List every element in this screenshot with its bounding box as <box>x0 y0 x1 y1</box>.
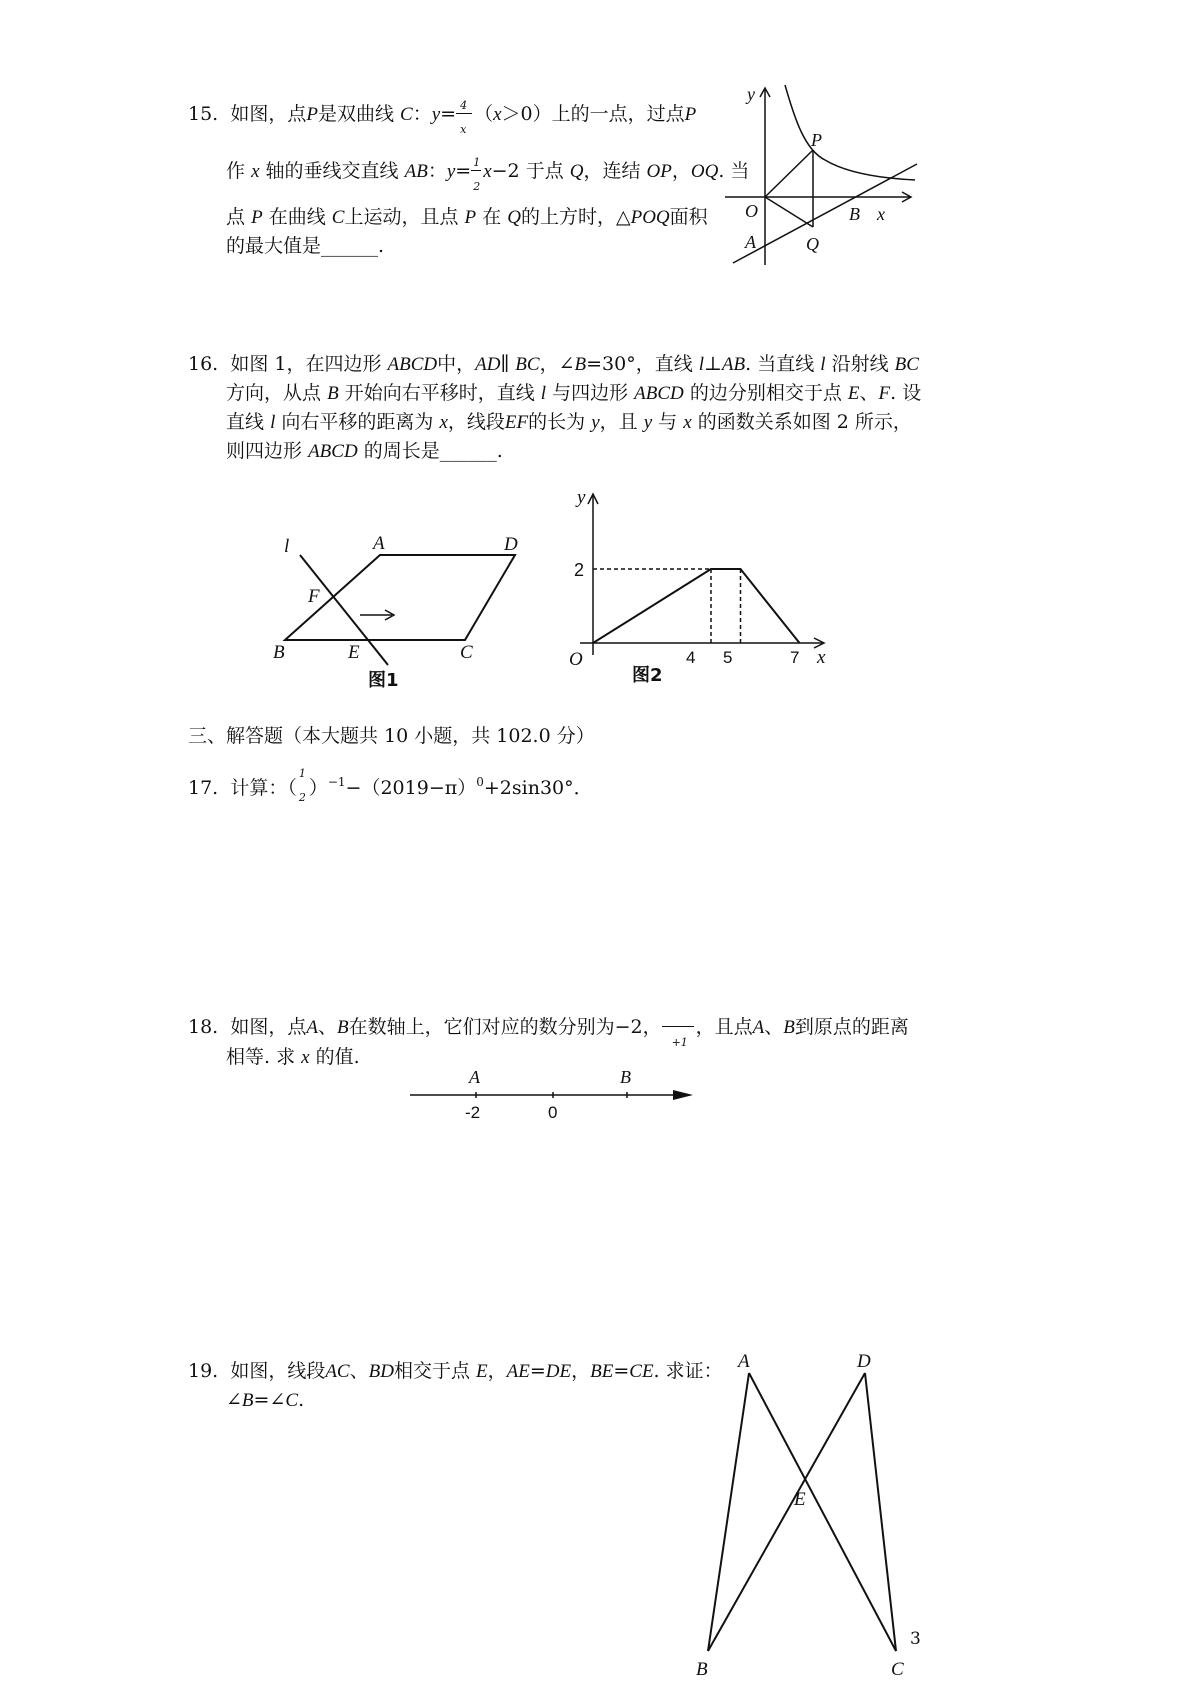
var-ef: EF <box>504 412 529 433</box>
perpendicular-symbol: ⊥ <box>704 353 722 375</box>
exponent: 0 <box>476 775 484 789</box>
denominator: x <box>460 123 467 136</box>
graph-marks <box>593 569 800 643</box>
q17-text: −（2019−π） <box>345 777 477 799</box>
var-ad: AD <box>475 354 501 375</box>
fraction-4-over-x <box>456 99 474 136</box>
q18-text: 、 <box>317 1016 337 1038</box>
label-b: B <box>696 1659 708 1680</box>
var-x: x <box>439 412 448 433</box>
fraction-blank <box>662 1013 696 1049</box>
var-p: P <box>251 207 263 228</box>
var-de: DE <box>545 1361 572 1382</box>
var-op: OP <box>646 161 672 182</box>
var-e: E <box>847 383 860 404</box>
q16-text: . 设 <box>890 382 922 404</box>
q16-line-2 <box>226 379 921 408</box>
q17-text: +2sin30°． <box>483 777 593 799</box>
var-b: B <box>336 1017 349 1038</box>
q15-text: 轴的垂线交直线 <box>265 160 399 182</box>
q16-line-1 <box>188 350 919 379</box>
fraction-1-over-2 <box>297 767 309 804</box>
figure-caption: 图1 <box>368 670 399 691</box>
q19-text: 相交于点 <box>393 1360 470 1382</box>
q15-text: 的最大值是______. <box>226 235 385 257</box>
var-ab: AB <box>721 354 746 375</box>
tick-label-5: 5 <box>723 648 733 667</box>
fraction-1-over-2 <box>471 156 483 193</box>
q18-line-2 <box>226 1043 360 1072</box>
label-p: P <box>811 130 822 150</box>
q15-text: ： <box>427 160 447 182</box>
var-b: B <box>783 1017 795 1038</box>
segment-op <box>765 150 813 197</box>
q16-text: 的长为 <box>528 411 586 433</box>
q16-text: 的周长是______. <box>363 440 503 462</box>
var-y: y <box>591 412 600 433</box>
equals-sign: = <box>253 1389 270 1411</box>
q16-line-4 <box>226 437 503 466</box>
number-line-arrow <box>673 1090 693 1100</box>
label-l: l <box>284 536 290 557</box>
q16-text: 中， <box>437 353 476 375</box>
fraction-bar <box>471 170 481 171</box>
hyperbola-curve <box>785 85 915 180</box>
q15-text: ＞0）上的一点，过点 <box>501 103 685 125</box>
page-number: 3 <box>910 1629 921 1649</box>
var-bc: BC <box>515 354 540 375</box>
var-a: A <box>752 1017 765 1038</box>
label-d: D <box>504 534 518 555</box>
var-l: l <box>698 354 705 375</box>
var-p: P <box>306 104 318 125</box>
q15-line-4 <box>226 232 384 260</box>
label-f: F <box>308 586 320 607</box>
fraction-bar <box>662 1026 694 1027</box>
var-a: A <box>306 1017 318 1038</box>
label-a: A <box>738 1351 750 1372</box>
var-y: y <box>643 412 653 433</box>
q16-text: ，∠ <box>539 353 575 375</box>
q15-text: ， <box>671 160 691 182</box>
var-c: C <box>331 207 345 228</box>
label-q: Q <box>806 234 819 254</box>
q19-text: ， <box>571 1360 591 1382</box>
exponent: −1 <box>327 775 346 789</box>
denominator: 2 <box>473 180 481 193</box>
q15-text: 的上方时，△ <box>520 206 631 228</box>
var-b: B <box>574 354 587 375</box>
line-l <box>300 555 388 665</box>
q16-text: 与 <box>658 411 678 433</box>
label-e: E <box>348 642 360 663</box>
q19-number: 19. <box>188 1360 219 1382</box>
q19-line-1 <box>188 1357 723 1386</box>
q16-text: 直线 <box>226 411 265 433</box>
figure-caption: 图2 <box>632 665 663 686</box>
segment-dc <box>865 1373 896 1651</box>
graph-line <box>593 569 800 643</box>
q15-text: ： <box>412 103 432 125</box>
q18-text: 到原点的距离 <box>794 1016 909 1038</box>
q16-figure-1 <box>270 530 530 700</box>
var-ae: AE <box>506 1361 530 1382</box>
q16-text: 开始向右平移时，直线 <box>344 382 535 404</box>
q16-text: 的函数关系如图 2 所示， <box>697 411 912 433</box>
var-f: F <box>878 383 891 404</box>
var-l: l <box>270 412 276 433</box>
angle-symbol: ∠ <box>226 1389 242 1411</box>
var-x: x <box>493 104 502 125</box>
var-b: B <box>241 1390 254 1411</box>
q16-text: ，且 <box>599 411 638 433</box>
var-q: Q <box>507 207 521 228</box>
q16-text: 向右平移的距离为 <box>281 411 434 433</box>
denominator: +1 <box>671 1036 688 1049</box>
q18-text: 如图，点 <box>230 1016 307 1038</box>
label-a: A <box>373 533 385 554</box>
q18-text: 的值. <box>315 1046 360 1068</box>
var-abcd: ABCD <box>634 383 684 404</box>
var-l: l <box>540 383 547 404</box>
var-abcd: ABCD <box>308 441 358 462</box>
q16-text: ，线段 <box>447 411 505 433</box>
tick-label-2: 2 <box>574 560 585 580</box>
equals-sign: = <box>529 1360 546 1382</box>
var-x: x <box>683 412 692 433</box>
angle-symbol: ∠ <box>269 1389 286 1411</box>
label-a: A <box>745 232 756 252</box>
var-be: BE <box>590 1361 614 1382</box>
q16-figure-2 <box>560 485 850 695</box>
q18-line-1 <box>188 1013 909 1049</box>
q16-text: . 当直线 <box>745 353 815 375</box>
equals-sign: = <box>613 1360 630 1382</box>
q17-text: 计算：（ <box>230 777 297 799</box>
label-b: B <box>849 204 860 224</box>
q18-number: 18. <box>188 1016 219 1038</box>
q16-number: 16. <box>188 353 219 375</box>
var-bc: BC <box>894 354 919 375</box>
label-d: D <box>857 1351 871 1372</box>
var-x: x <box>483 161 492 182</box>
label-c: C <box>460 642 473 663</box>
q16-text: 与四边形 <box>552 382 629 404</box>
section-heading: 三、解答题（本大题共 10 小题，共 102.0 分） <box>188 725 595 747</box>
var-abcd: ABCD <box>387 354 438 375</box>
q19-text: . 求证： <box>653 1360 723 1382</box>
label-a: A <box>469 1067 480 1087</box>
var-p: P <box>464 207 477 228</box>
parallel-symbol: ∥ <box>500 353 510 375</box>
var-x: x <box>251 161 260 182</box>
var-bd: BD <box>368 1361 394 1382</box>
q15-text: ，连结 <box>583 160 641 182</box>
var-y: y <box>446 161 456 182</box>
var-b: B <box>327 383 339 404</box>
q19-text: . <box>298 1389 305 1411</box>
q15-text: 作 <box>226 160 246 182</box>
q16-text: =30°，直线 <box>586 353 693 375</box>
numerator: 4 <box>460 99 468 112</box>
q18-text: 、 <box>764 1016 784 1038</box>
q15-text: −2 于点 <box>491 160 564 182</box>
q19-text: 如图，线段 <box>230 1360 326 1382</box>
label-o: O <box>569 649 583 670</box>
equals-sign: = <box>455 160 472 182</box>
numerator: 1 <box>473 156 481 169</box>
q17-line <box>188 768 593 802</box>
label-b: B <box>620 1067 631 1087</box>
q19-figure <box>690 1345 920 1685</box>
var-y: y <box>431 104 441 125</box>
q15-line-2 <box>226 156 750 193</box>
q19-text: ， <box>487 1360 507 1382</box>
label-o: O <box>745 201 758 221</box>
q15-text: . 当 <box>718 160 750 182</box>
var-p: P <box>684 104 697 125</box>
var-c: C <box>400 104 413 125</box>
line-ab <box>733 164 917 263</box>
var-ce: CE <box>629 1361 654 1382</box>
var-ab: AB <box>404 161 428 182</box>
label-x: x <box>877 204 885 224</box>
label-e: E <box>794 1489 806 1510</box>
tick-label-4: 4 <box>686 648 696 667</box>
var-c: C <box>285 1390 299 1411</box>
segment-bd <box>708 1373 865 1651</box>
tick-label-7: 7 <box>790 648 800 667</box>
q15-line-3 <box>226 203 708 232</box>
var-e: E <box>476 1361 488 1382</box>
q16-line-3 <box>226 408 912 437</box>
var-q: Q <box>569 161 584 182</box>
var-poq: POQ <box>630 207 670 228</box>
var-x: x <box>301 1047 310 1068</box>
q15-text: 在曲线 <box>268 206 326 228</box>
label-y: y <box>747 84 755 104</box>
label-b: B <box>273 642 285 663</box>
label-x: x <box>817 647 826 668</box>
q15-number: 15. <box>188 103 219 125</box>
q15-text: 是双曲线 <box>317 103 394 125</box>
q15-text: 上运动，且点 <box>344 206 459 228</box>
q15-text: 点 <box>226 206 246 228</box>
q17-text: ） <box>308 777 328 799</box>
tick-label-0: 0 <box>548 1103 558 1122</box>
var-l: l <box>820 354 826 375</box>
q15-text: 面积 <box>669 206 708 228</box>
tick-label-minus-2: -2 <box>465 1103 481 1122</box>
q15-text: 如图，点 <box>230 103 307 125</box>
q16-text: 方向，从点 <box>226 382 322 404</box>
q19-line-2 <box>226 1386 304 1415</box>
q16-text: 沿射线 <box>831 353 889 375</box>
segment-ac <box>749 1373 896 1651</box>
denominator: 2 <box>298 791 306 804</box>
q15-text: 在 <box>482 206 502 228</box>
equals-sign: = <box>440 103 457 125</box>
numerator: 1 <box>298 767 306 780</box>
q18-text: ，且点 <box>695 1016 753 1038</box>
q16-text: 、 <box>859 382 879 404</box>
segment-oq <box>765 197 813 227</box>
q19-text: 、 <box>349 1360 369 1382</box>
q16-text: 则四边形 <box>226 440 303 462</box>
var-ac: AC <box>325 1361 350 1382</box>
q18-number-line <box>405 1063 705 1123</box>
label-c: C <box>891 1659 904 1680</box>
q18-text: 在数轴上，它们对应的数分别为−2， <box>348 1016 662 1038</box>
q15-figure <box>725 80 925 270</box>
q16-text: 如图 1，在四边形 <box>230 353 382 375</box>
q16-text: 的边分别相交于点 <box>689 382 842 404</box>
q15-line-1 <box>188 99 697 136</box>
segment-ab <box>708 1373 749 1651</box>
q18-text: 相等. 求 <box>226 1046 296 1068</box>
var-oq: OQ <box>690 161 719 182</box>
label-y: y <box>577 487 586 508</box>
fraction-bar <box>456 113 472 114</box>
q15-text: （ <box>474 103 494 125</box>
q17-number: 17. <box>188 777 219 799</box>
